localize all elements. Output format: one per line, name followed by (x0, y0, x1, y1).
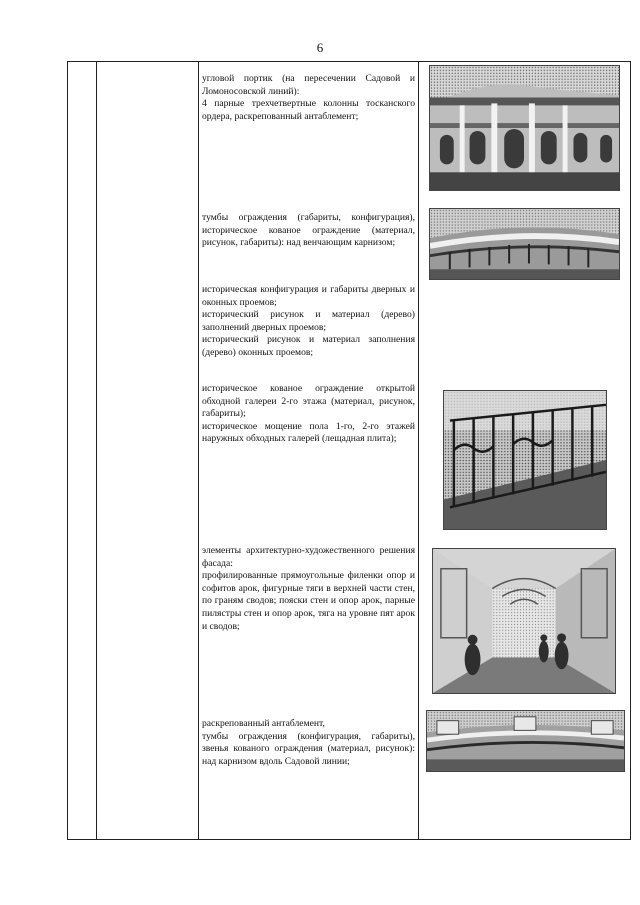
page-number: 6 (316, 40, 324, 55)
wrought-iron-railing-photo (443, 390, 607, 530)
table-row (202, 284, 415, 360)
table-row (202, 73, 415, 123)
arcade-gallery-interior-photo (432, 548, 616, 694)
table-row (202, 718, 415, 768)
row-text-line: тумбы ограждения (габариты, конфигурация), историческое кованое ограждение (материал, рисунок, габариты): над венчающим карнизом; (202, 212, 415, 249)
row-text-line: угловой портик (на пересечении Садовой и Ломоносовской линий): (202, 73, 415, 97)
entablature-railing-photo (426, 710, 625, 772)
row-text-line: историческая конфигурация и габариты дверных и оконных проемов; (202, 284, 415, 308)
row-text-line: историческое кованое ограждение открытой обходной галереи 2-го этажа (материал, рисунок, габариты); (202, 383, 415, 420)
row-text-line: элементы архитектурно-художественного решения фасада: (202, 545, 415, 569)
building-facade-portico-photo (429, 65, 620, 191)
row-text-line: историческое мощение пола 1-го, 2-го этажей наружных обходных галерей (лещадная плита); (202, 420, 415, 445)
row-text-line: 4 парные трехчетвертные колонны тосканского ордера, раскрепованный антаблемент; (202, 98, 415, 122)
row-text-line: исторический рисунок и материал заполнения (дерево) оконных проемов; (202, 334, 415, 358)
table-row (202, 545, 415, 633)
row-text-line: исторический рисунок и материал (дерево) заполнений дверных проемов; (202, 309, 415, 333)
column-divider-3 (418, 62, 419, 839)
row-text-line: раскрепованный антаблемент, (202, 718, 325, 729)
cornice-balustrade-photo (429, 208, 620, 280)
column-divider-1 (96, 62, 97, 839)
row-text-line: профилированные прямоугольные филенки опор и софитов арок, фигурные тяги в верхней части стен, по граням сводов; пояски стен и опор арок, парные пилястры стен и опор арок, тяга на уровне пят арок и сводов; (202, 570, 415, 632)
row-text-line: тумбы ограждения (конфигурация, габариты), звенья кованого ограждения (материал, рисунок): над карнизом вдоль Садовой линии; (202, 730, 415, 767)
heritage-elements-table (67, 61, 631, 840)
table-row (202, 212, 415, 250)
column-divider-2 (198, 62, 199, 839)
table-row (202, 383, 415, 446)
